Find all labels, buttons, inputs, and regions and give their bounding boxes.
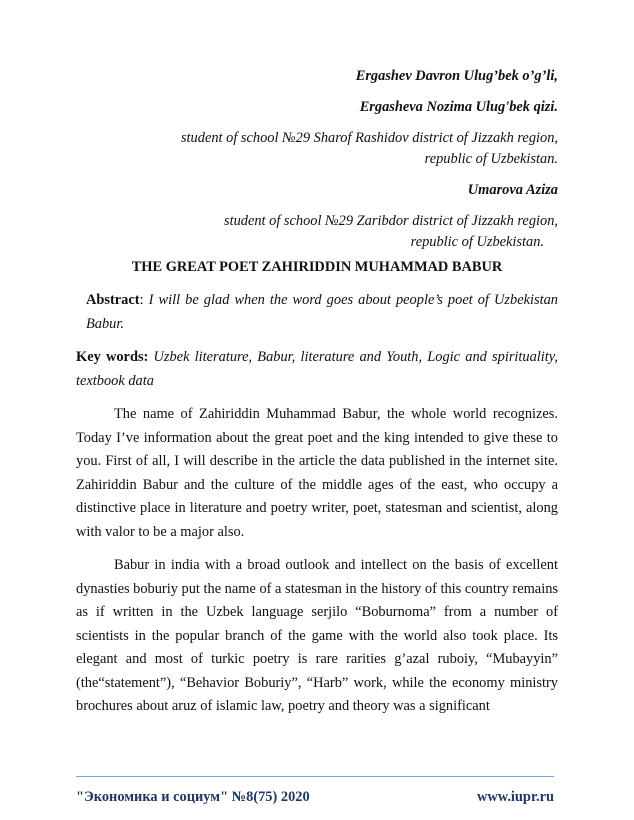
author-name-3: Umarova Aziza (467, 182, 558, 198)
footer-website[interactable]: www.iupr.ru (476, 789, 554, 805)
body-paragraph-2: Babur in india with a broad outlook and intellect on the basis of excellent dynasties boburiy put the name of a statesman in the history of this country remains as if written in the Uzbek language serjilo “Boburnoma” from a number of scientists in the popular branch of the game with the world also took place. Its elegant and most of turkic poetry is rare rarities g’azal ruboiy, “Mubayyin” (the“statement”), “Behavior Boburiy”, “Harb” work, while the economy ministry brochures about aruz of islamic law, poetry and theory was a significant (76, 557, 558, 714)
affiliation-1-line-1: student of school №29 Sharof Rashidov district of Jizzakh region, (180, 130, 558, 146)
keywords (76, 346, 558, 393)
author-name-2: Ergasheva Nozima Ulug'bek qizi. (359, 99, 558, 115)
keywords-text: Uzbek literature, Babur, literature and Youth, Logic and spirituality, textbook data (76, 349, 558, 389)
author-affiliation-2 (118, 211, 558, 253)
author-name-1: Ergashev Davron Ulug’bek o’g’li, (355, 68, 558, 84)
abstract (76, 289, 558, 336)
abstract-text: I will be glad when the word goes about people’s poet of Uzbekistan Babur. (86, 292, 558, 332)
article-body (76, 289, 558, 729)
affiliation-2-line-2: republic of Uzbekistan. (410, 234, 544, 250)
body-paragraph-1: The name of Zahiriddin Muhammad Babur, the whole world recognizes. Today I’ve information about the great poet and the king intended to give these to you. First of all, I will describe in the article the data published in the internet site. Zahiriddin Babur and the culture of the middle ages of the east, who occupy a distinctive place in literature and poetry writer, poet, statesman and scientist, along with valor to be a major also. (76, 406, 558, 540)
author-block (118, 66, 558, 263)
affiliation-2-line-1: student of school №29 Zaribdor district of Jizzakh region, (223, 213, 558, 229)
keywords-label: Key words: (76, 349, 149, 365)
author-affiliation-1 (118, 128, 558, 170)
footer-journal: "Экономика и социум" №8(75) 2020 (76, 789, 310, 805)
abstract-label: Abstract (86, 292, 140, 308)
footer-rule (76, 776, 554, 777)
abstract-separator: : (139, 292, 149, 308)
paper-title: THE GREAT POET ZAHIRIDDIN MUHAMMAD BABUR (131, 259, 503, 275)
affiliation-1-line-2: republic of Uzbekistan. (424, 151, 558, 167)
